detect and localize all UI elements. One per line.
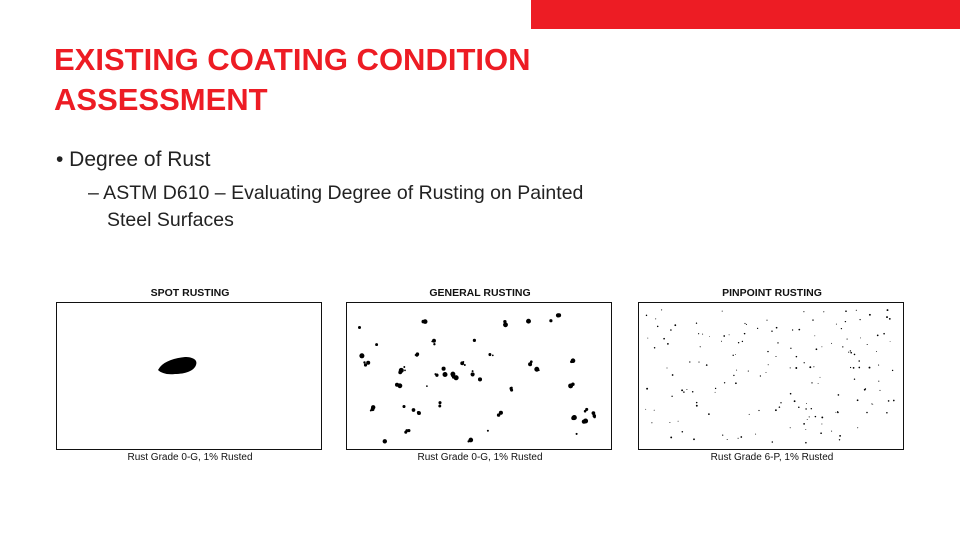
rust-speck	[359, 353, 364, 358]
panel-caption: Rust Grade 0-G, 1% Rusted	[417, 452, 543, 463]
rust-speck	[471, 372, 475, 376]
rust-speck	[744, 333, 746, 335]
rust-speck	[715, 388, 716, 389]
rust-speck	[722, 435, 723, 436]
rust-speck	[890, 341, 891, 342]
rust-speck	[654, 410, 655, 411]
rust-speck	[854, 379, 855, 380]
rust-speck	[733, 375, 734, 376]
rust-speck	[663, 338, 665, 340]
rust-speck	[845, 321, 846, 322]
rust-speck	[857, 427, 858, 428]
rust-speck	[698, 362, 699, 363]
rust-speck	[859, 319, 860, 320]
rust-speck	[878, 365, 879, 366]
rust-speck	[721, 341, 722, 342]
slide-title	[54, 40, 754, 120]
rust-speck	[820, 432, 822, 434]
rust-speck	[735, 382, 737, 384]
rust-speck	[805, 442, 807, 444]
rust-speck	[645, 409, 646, 410]
panel-caption: Rust Grade 6-P, 1% Rusted	[710, 452, 834, 463]
rust-speck	[841, 328, 842, 329]
rust-speck	[811, 408, 812, 409]
rust-speck	[820, 377, 821, 378]
rust-speck	[700, 346, 701, 347]
rust-speck	[790, 427, 791, 428]
rust-speck	[473, 339, 476, 342]
rust-speck	[807, 419, 808, 420]
rust-speck	[742, 341, 743, 342]
rust-speck	[468, 438, 473, 443]
rust-speck	[696, 323, 697, 324]
rust-speck	[886, 316, 888, 318]
bullet-astm-d610	[88, 180, 728, 234]
rust-speck	[722, 311, 723, 312]
pinpoint-rust-illustration	[639, 303, 903, 449]
rust-speck	[804, 362, 805, 363]
rust-speck	[886, 412, 888, 414]
panel-caption: Rust Grade 0-G, 1% Rusted	[127, 452, 253, 463]
rust-speck	[510, 387, 512, 389]
rust-speck	[794, 400, 796, 402]
rust-speck	[732, 355, 733, 356]
rust-speck	[416, 352, 420, 356]
rust-speck	[646, 388, 648, 390]
rust-speck	[839, 439, 840, 440]
rust-speck	[671, 396, 672, 397]
rust-speck	[805, 408, 806, 409]
rust-speck	[836, 324, 837, 325]
rust-speck	[438, 401, 441, 404]
rust-speck	[534, 367, 539, 372]
rust-speck	[857, 399, 859, 401]
rust-speck	[823, 311, 824, 312]
rust-speck	[813, 366, 814, 367]
rust-speck	[693, 438, 695, 440]
rust-speck	[757, 328, 758, 329]
rust-speck	[667, 343, 669, 345]
rust-speck	[740, 436, 742, 438]
rust-speck	[727, 439, 728, 440]
rust-speck	[724, 382, 725, 383]
rust-speck	[766, 320, 767, 321]
rust-speck	[790, 367, 791, 368]
panel-image-general	[346, 302, 612, 450]
rust-speck	[583, 419, 588, 424]
rust-speck	[792, 329, 793, 330]
rust-speck	[876, 351, 877, 352]
rust-speck	[795, 367, 797, 369]
rust-speck	[775, 409, 777, 411]
panel-title: PINPOINT RUSTING	[722, 287, 822, 299]
rust-speck	[869, 314, 871, 316]
rust-speck	[571, 416, 575, 420]
rust-speck	[708, 413, 710, 415]
rust-speck	[847, 339, 848, 340]
rust-speck	[557, 313, 561, 317]
rust-speck	[678, 421, 679, 422]
rust-speck	[749, 414, 750, 415]
rust-speck	[837, 411, 838, 412]
rust-speck	[809, 416, 810, 417]
rust-speck	[576, 433, 578, 435]
rust-speck	[796, 356, 798, 358]
rust-speck	[464, 364, 466, 366]
rust-speck	[499, 411, 503, 415]
rust-speck	[869, 367, 871, 369]
rust-speck	[715, 392, 716, 393]
rust-speck	[790, 348, 791, 349]
rust-speck	[364, 363, 367, 366]
rust-speck	[657, 326, 659, 328]
rust-speck	[835, 412, 836, 413]
rust-speck	[395, 383, 399, 387]
rust-speck	[667, 368, 668, 369]
rust-speck	[883, 333, 885, 335]
rust-speck	[647, 338, 648, 339]
rust-speck	[670, 436, 672, 438]
rust-speck	[383, 439, 387, 443]
rust-speck	[438, 405, 441, 408]
rust-speck	[864, 389, 866, 391]
rust-speck	[404, 431, 407, 434]
rust-speck	[812, 319, 813, 320]
rust-speck	[760, 375, 761, 376]
rust-speck	[744, 323, 745, 324]
rust-speck	[692, 391, 694, 393]
rust-speck	[358, 326, 361, 329]
rust-speck	[417, 411, 420, 414]
rust-speck	[503, 322, 508, 327]
rust-speck	[821, 416, 823, 418]
rust-speck	[772, 441, 774, 443]
rust-speck	[779, 406, 781, 408]
rust-speck	[735, 354, 736, 355]
rust-speck	[696, 405, 698, 407]
rust-speck	[850, 350, 851, 351]
rust-speck	[780, 402, 781, 403]
bullet-astm-line-2: Steel Surfaces	[107, 209, 234, 231]
title-line-1: EXISTING COATING CONDITION	[54, 42, 531, 77]
rust-speck	[798, 329, 800, 331]
rust-speck	[746, 324, 747, 325]
rust-speck	[887, 309, 889, 311]
rust-speck	[592, 411, 596, 415]
spot-rust-illustration	[57, 303, 321, 449]
rust-speck	[790, 393, 792, 395]
rust-speck	[570, 360, 573, 363]
rust-speck	[431, 341, 433, 343]
rust-speck	[858, 360, 860, 362]
rust-speck	[526, 319, 531, 324]
panel-title: SPOT RUSTING	[150, 287, 230, 299]
rust-speck	[472, 370, 474, 372]
rust-speck	[738, 342, 739, 343]
rust-speck	[850, 352, 852, 354]
rust-speck	[686, 389, 687, 390]
rust-speck	[768, 364, 769, 365]
panel-spot-rusting	[56, 287, 324, 467]
rust-speck	[510, 389, 513, 392]
rust-speck	[814, 335, 815, 336]
rust-speck	[363, 361, 365, 363]
accent-bar	[531, 0, 960, 29]
rust-speck	[767, 351, 768, 352]
panel-image-spot	[56, 302, 322, 450]
rust-speck	[858, 367, 860, 369]
rust-speck	[709, 336, 710, 337]
rust-speck	[698, 333, 699, 334]
rust-speck	[755, 434, 756, 435]
rust-speck	[706, 364, 708, 366]
rust-speck	[444, 373, 447, 376]
rust-speck	[842, 346, 843, 347]
rust-speck	[528, 363, 530, 365]
panel-image-pinpoint	[638, 302, 904, 450]
panel-general-rusting	[346, 287, 614, 467]
rust-speck	[422, 320, 426, 324]
rust-speck	[867, 344, 868, 345]
panel-pinpoint-rusting	[638, 287, 906, 467]
rust-speck	[872, 404, 873, 405]
rust-speck	[877, 335, 879, 337]
rust-speck	[831, 431, 832, 432]
rust-speck	[806, 403, 807, 404]
rust-speck	[776, 327, 778, 329]
rust-speck	[811, 382, 812, 383]
rust-speck	[848, 352, 849, 353]
rust-speck	[845, 310, 847, 312]
rust-speck	[432, 339, 436, 343]
title-line-2: ASSESSMENT	[54, 82, 268, 117]
rust-speck	[860, 337, 861, 338]
rust-speck	[452, 376, 454, 378]
rust-speck	[689, 361, 690, 362]
rust-speck	[878, 381, 879, 382]
rust-speck	[571, 383, 574, 386]
rust-speck	[831, 343, 832, 344]
rust-speck	[889, 318, 891, 320]
rust-speck	[777, 342, 778, 343]
rust-speck	[435, 374, 438, 377]
rust-speck	[766, 372, 767, 373]
rust-speck	[655, 318, 656, 319]
rust-speck	[584, 410, 587, 413]
rust-speck	[651, 422, 652, 423]
rust-speck	[407, 429, 410, 432]
rust-speck	[736, 370, 737, 371]
rust-speck	[702, 334, 703, 335]
rust-speck	[530, 360, 533, 363]
rust-speck	[805, 429, 806, 430]
rust-speck	[442, 367, 446, 371]
rust-speck	[681, 389, 683, 391]
rust-speck	[399, 368, 404, 373]
rust-speck	[674, 324, 676, 326]
rust-speck	[402, 405, 405, 408]
rust-speck	[478, 377, 482, 381]
rust-speck	[816, 348, 818, 350]
rust-speck	[892, 370, 893, 371]
panel-title: GENERAL RUSTING	[429, 287, 531, 299]
rust-speck	[487, 430, 489, 432]
rust-speck	[550, 320, 552, 322]
rust-speck	[723, 335, 725, 337]
rust-speck	[821, 346, 822, 347]
rust-speck	[818, 383, 819, 384]
rust-speck	[821, 424, 822, 425]
rust-speck	[375, 343, 378, 346]
bullet-degree-of-rust: • Degree of Rust	[56, 148, 211, 171]
bullet-astm-line-1: – ASTM D610 – Evaluating Degree of Rusting on Painted	[88, 182, 584, 204]
rust-speck	[809, 366, 811, 368]
rust-speck	[683, 391, 684, 392]
rust-speck	[803, 423, 805, 425]
rust-speck	[489, 354, 491, 356]
rust-speck	[646, 315, 647, 316]
rust-speck	[838, 394, 840, 396]
rust-speck	[866, 412, 868, 414]
rust-speck	[450, 372, 455, 377]
rust-speck	[433, 343, 435, 345]
rust-speck	[696, 402, 697, 403]
rust-speck	[798, 407, 800, 409]
rust-speck	[672, 374, 674, 376]
rust-speck	[758, 410, 759, 411]
rust-speck	[403, 366, 405, 368]
rust-speck	[669, 422, 670, 423]
rust-speck	[854, 354, 856, 356]
rust-speck	[404, 370, 406, 372]
rust-speck	[879, 390, 880, 391]
rust-speck	[803, 311, 804, 312]
rust-speck	[492, 355, 494, 357]
rust-speck	[815, 416, 816, 417]
rust-speck	[412, 408, 416, 412]
rust-speck	[771, 330, 772, 331]
rust-speck	[654, 347, 656, 349]
rust-speck	[748, 371, 749, 372]
rust-speck	[888, 400, 890, 402]
rust-speck	[729, 334, 730, 335]
rust-speck	[670, 329, 672, 331]
rust-speck	[460, 361, 464, 365]
rust-speck	[775, 356, 776, 357]
rust-speck	[850, 367, 851, 368]
rust-speck	[426, 385, 428, 387]
rust-speck	[738, 438, 739, 439]
rust-speck	[853, 367, 855, 369]
rust-speck	[893, 400, 895, 402]
general-rust-illustration	[347, 303, 611, 449]
rust-speck	[871, 403, 872, 404]
rust-speck	[661, 309, 662, 310]
rust-speck	[856, 310, 857, 311]
rust-speck	[371, 405, 375, 409]
rust-speck	[593, 416, 596, 419]
rust-speck	[682, 431, 684, 433]
rust-speck	[839, 435, 841, 437]
